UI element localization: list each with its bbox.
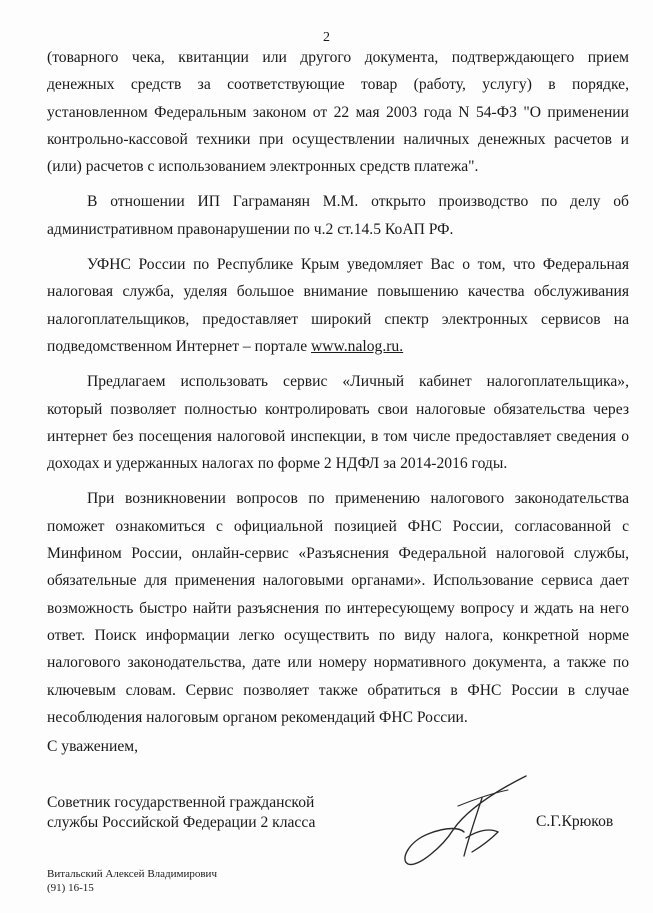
- signatory-title: [47, 793, 377, 833]
- handwritten-signature: [398, 768, 538, 878]
- page-number: 2: [323, 30, 330, 45]
- paragraph-receipt: (товарного чека, квитанции или другого документа, подтверждающего прием денежных средств за соответствующие товар (работу, услугу) в порядке, установленном Федеральным законом от 22 мая 2003 года N 54-ФЗ "О применении контрольно-кассовой техники при осуществлении наличных денежных расчетов и (или) расчетов с использованием электронных средств платежа".: [47, 49, 629, 176]
- closing-phrase: С уважением,: [47, 738, 139, 755]
- paragraph-personal-cabinet: Предлагаем использовать сервис «Личный кабинет налогоплательщика», который позволяет полностью контролировать свои налоговые обязательства через интернет без посещения налоговой инспекции, в том числе предоставляет сведения о доходах и удержанных налогах по форме 2 НДФЛ за 2014-2016 годы.: [47, 373, 629, 473]
- signatory-name: С.Г.Крюков: [536, 813, 614, 830]
- executor-name: Витальский Алексей Владимирович: [47, 868, 217, 880]
- executor-phone: (91) 16-15: [47, 882, 94, 894]
- paragraph-services: [47, 251, 629, 360]
- letter-body: [47, 44, 629, 739]
- signatory-title-line-2: службы Российской Федерации 2 класса: [47, 814, 316, 831]
- paragraph-clarifications: При возникновении вопросов по применению налогового законодательства поможет ознакомиться с официальной позицией ФНС России, согласованной с Минфином России, онлайн-сервис «Разъяснения Федеральной налоговой службы, обязательные для применения налоговыми органами». Использование сервиса дает возможность быстро найти разъяснения по интересующему вопросу и ждать на него ответ. Поиск информации легко осуществить по виду налога, конкретной норме налогового законодательства, дате или номеру нормативного документа, а также по ключевым словам. Сервис позволяет также обратиться в ФНС России в случае несоблюдения налоговым органом рекомендаций ФНС России.: [47, 490, 629, 726]
- nalog-link[interactable]: www.nalog.ru.: [311, 337, 404, 355]
- paragraph-case: В отношении ИП Гаграманян М.М. открыто производство по делу об административном правонарушении по ч.2 ст.14.5 КоАП РФ.: [47, 193, 629, 238]
- executor-info: [47, 867, 217, 895]
- signatory-title-line-1: Советник государственной гражданской: [47, 794, 315, 811]
- paragraph-services-text: УФНС России по Республике Крым уведомляет Вас о том, что Федеральная налоговая служба, уделяя большое внимание повышению качества обслуживания налогоплательщиков, предоставляет широкий спектр электронных сервисов на подведомственном Интернет – портале: [47, 256, 629, 355]
